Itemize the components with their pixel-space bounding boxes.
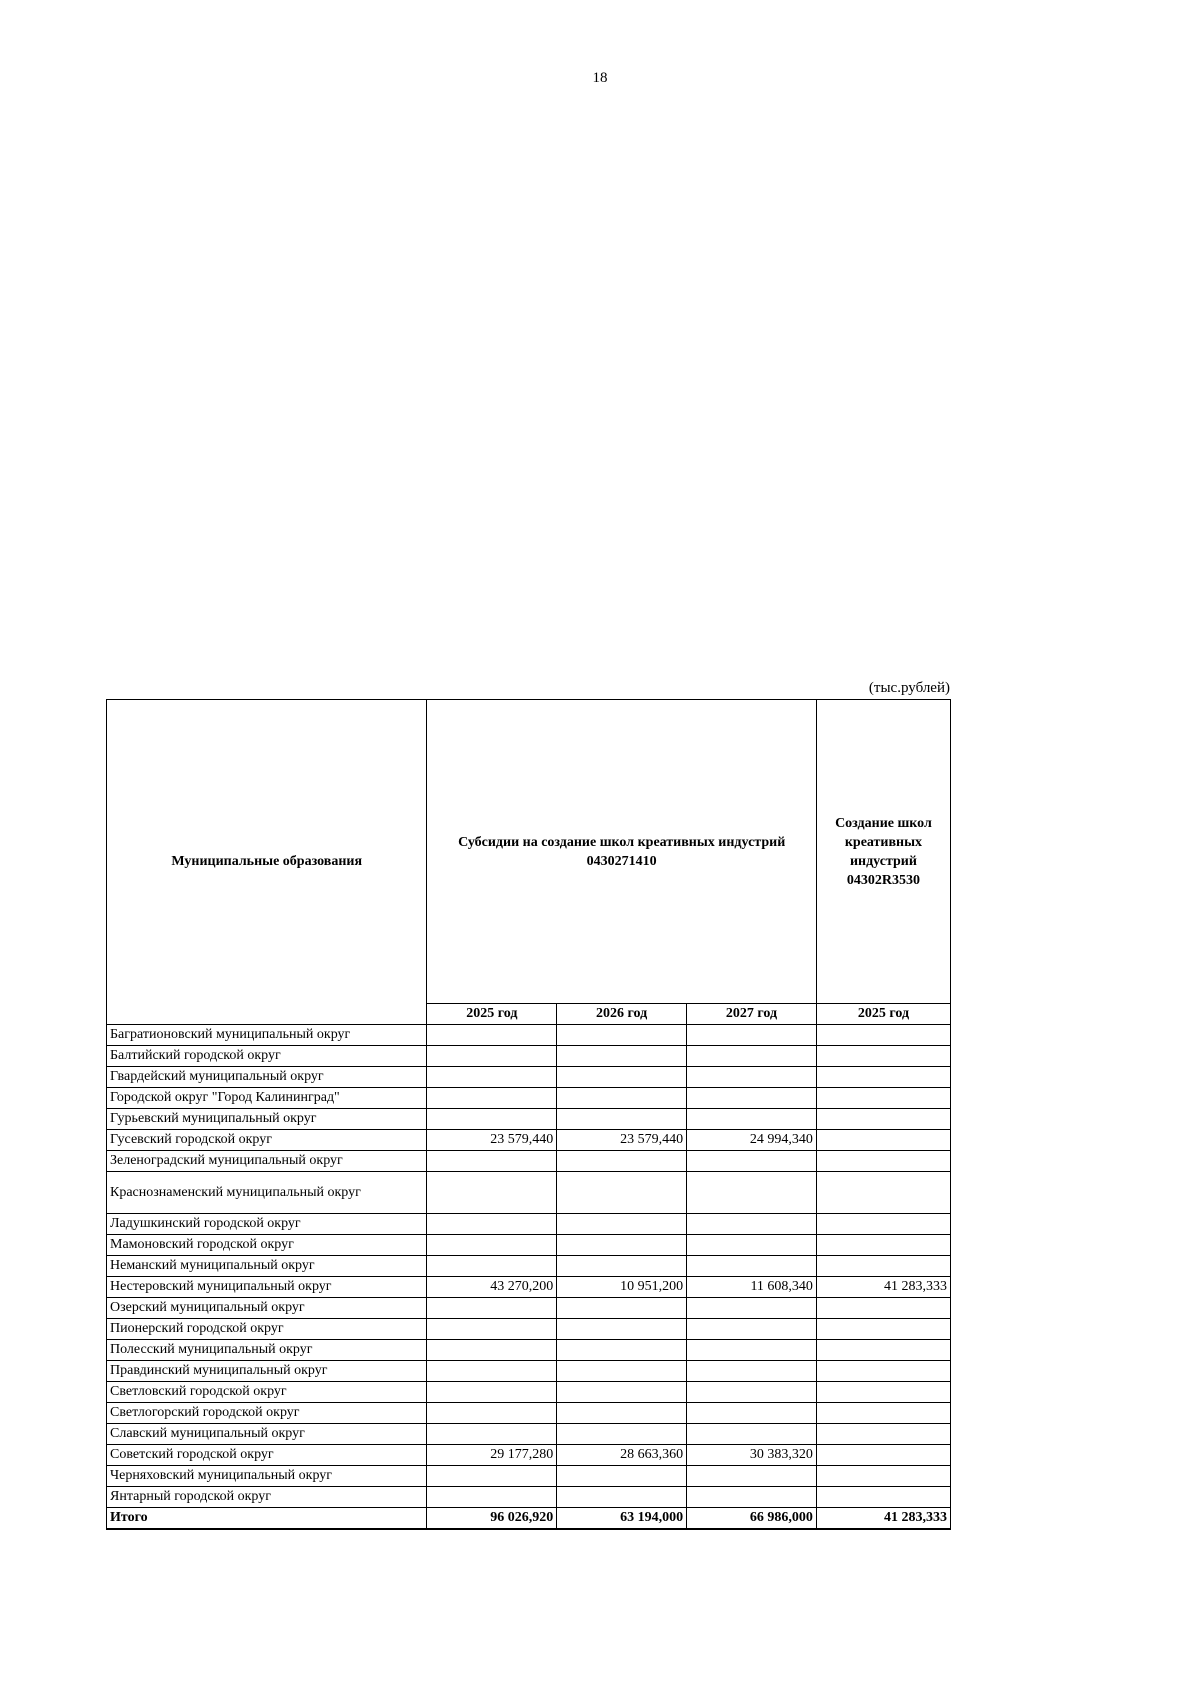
header-year-2: 2026 год — [557, 1004, 687, 1025]
value-2026-subsidy-cell — [557, 1424, 687, 1445]
municipality-name-cell: Гвардейский муниципальный округ — [107, 1067, 427, 1088]
municipality-name-cell: Славский муниципальный округ — [107, 1424, 427, 1445]
value-2026-subsidy-cell — [557, 1214, 687, 1235]
value-2026-subsidy-cell — [557, 1466, 687, 1487]
municipality-name-cell: Багратионовский муниципальный округ — [107, 1025, 427, 1046]
value-2026-subsidy-cell: 23 579,440 — [557, 1130, 687, 1151]
value-2027-subsidy-cell: 24 994,340 — [687, 1130, 817, 1151]
header-subsidy-code: 0430271410 — [586, 853, 657, 869]
table-row — [107, 1046, 951, 1067]
table-row — [107, 1235, 951, 1256]
value-2025-subsidy-cell — [427, 1319, 557, 1340]
table-row — [107, 1130, 951, 1151]
table-row — [107, 1361, 951, 1382]
value-2026-subsidy-cell — [557, 1046, 687, 1067]
value-2027-subsidy-cell: 66 986,000 — [687, 1508, 817, 1530]
table-row — [107, 1424, 951, 1445]
table-row — [107, 1466, 951, 1487]
table-row — [107, 1382, 951, 1403]
value-2026-subsidy-cell — [557, 1088, 687, 1109]
municipality-name-cell: Мамоновский городской округ — [107, 1235, 427, 1256]
municipality-name-cell: Ладушкинский городской округ — [107, 1214, 427, 1235]
value-2026-subsidy-cell — [557, 1403, 687, 1424]
page-number: 18 — [592, 70, 608, 86]
value-2025-creation-cell — [816, 1235, 950, 1256]
subsidy-table — [106, 699, 951, 1530]
value-2025-subsidy-cell: 29 177,280 — [427, 1445, 557, 1466]
value-2027-subsidy-cell — [687, 1151, 817, 1172]
value-2025-subsidy-cell: 23 579,440 — [427, 1130, 557, 1151]
table-row — [107, 1088, 951, 1109]
value-2025-subsidy-cell — [427, 1403, 557, 1424]
municipality-name-cell: Светлогорский городской округ — [107, 1403, 427, 1424]
table-row — [107, 1109, 951, 1130]
value-2025-creation-cell — [816, 1151, 950, 1172]
value-2025-creation-cell — [816, 1067, 950, 1088]
municipality-name-cell: Краснознаменский муниципальный округ — [107, 1172, 427, 1214]
value-2025-creation-cell: 41 283,333 — [816, 1508, 950, 1530]
value-2025-subsidy-cell — [427, 1151, 557, 1172]
value-2026-subsidy-cell: 63 194,000 — [557, 1508, 687, 1530]
units-label: (тыс.рублей) — [868, 680, 950, 696]
value-2025-subsidy-cell — [427, 1214, 557, 1235]
value-2026-subsidy-cell — [557, 1319, 687, 1340]
header-municipalities: Муниципальные образования — [107, 700, 427, 1025]
municipality-name-cell: Пионерский городской округ — [107, 1319, 427, 1340]
value-2027-subsidy-cell — [687, 1361, 817, 1382]
table-row — [107, 1172, 951, 1214]
table-row — [107, 1487, 951, 1508]
value-2025-creation-cell — [816, 1445, 950, 1466]
table-row — [107, 1319, 951, 1340]
value-2026-subsidy-cell — [557, 1382, 687, 1403]
table-row — [107, 1403, 951, 1424]
value-2025-creation-cell — [816, 1046, 950, 1067]
municipality-name-cell: Озерский муниципальный округ — [107, 1298, 427, 1319]
value-2025-subsidy-cell — [427, 1487, 557, 1508]
value-2027-subsidy-cell — [687, 1424, 817, 1445]
municipality-name-cell: Итого — [107, 1508, 427, 1530]
header-creation-code: 04302R3530 — [846, 872, 921, 888]
value-2027-subsidy-cell — [687, 1214, 817, 1235]
value-2025-subsidy-cell — [427, 1256, 557, 1277]
municipality-name-cell: Нестеровский муниципальный округ — [107, 1277, 427, 1298]
municipality-name-cell: Гурьевский муниципальный округ — [107, 1109, 427, 1130]
value-2025-subsidy-cell — [427, 1067, 557, 1088]
value-2027-subsidy-cell — [687, 1046, 817, 1067]
value-2026-subsidy-cell — [557, 1025, 687, 1046]
value-2026-subsidy-cell — [557, 1151, 687, 1172]
header-creation-title: Создание школ креативных индустрий — [835, 815, 932, 869]
municipality-name-cell: Городской округ "Город Калининград" — [107, 1088, 427, 1109]
value-2026-subsidy-cell — [557, 1256, 687, 1277]
value-2026-subsidy-cell — [557, 1298, 687, 1319]
total-row — [107, 1508, 951, 1530]
value-2025-creation-cell — [816, 1088, 950, 1109]
table-row — [107, 1067, 951, 1088]
value-2025-creation-cell — [816, 1487, 950, 1508]
value-2027-subsidy-cell — [687, 1025, 817, 1046]
value-2027-subsidy-cell — [687, 1319, 817, 1340]
value-2025-creation-cell — [816, 1172, 950, 1214]
value-2027-subsidy-cell — [687, 1235, 817, 1256]
value-2025-subsidy-cell — [427, 1025, 557, 1046]
value-2025-creation-cell — [816, 1403, 950, 1424]
header-creation-group — [816, 700, 950, 1004]
value-2025-creation-cell — [816, 1424, 950, 1445]
value-2027-subsidy-cell — [687, 1340, 817, 1361]
value-2026-subsidy-cell — [557, 1235, 687, 1256]
table-row — [107, 1025, 951, 1046]
value-2025-creation-cell — [816, 1130, 950, 1151]
value-2026-subsidy-cell: 28 663,360 — [557, 1445, 687, 1466]
value-2025-subsidy-cell: 43 270,200 — [427, 1277, 557, 1298]
value-2025-creation-cell — [816, 1256, 950, 1277]
value-2025-subsidy-cell — [427, 1298, 557, 1319]
municipality-name-cell: Советский городской округ — [107, 1445, 427, 1466]
value-2027-subsidy-cell — [687, 1256, 817, 1277]
value-2025-subsidy-cell — [427, 1361, 557, 1382]
table-row — [107, 1340, 951, 1361]
value-2027-subsidy-cell — [687, 1403, 817, 1424]
header-subsidy-group — [427, 700, 817, 1004]
value-2025-creation-cell — [816, 1214, 950, 1235]
value-2025-subsidy-cell: 96 026,920 — [427, 1508, 557, 1530]
municipality-name-cell: Светловский городской округ — [107, 1382, 427, 1403]
header-year-4: 2025 год — [816, 1004, 950, 1025]
municipality-name-cell: Янтарный городской округ — [107, 1487, 427, 1508]
value-2025-creation-cell — [816, 1109, 950, 1130]
table-row — [107, 1298, 951, 1319]
value-2025-subsidy-cell — [427, 1046, 557, 1067]
value-2027-subsidy-cell — [687, 1067, 817, 1088]
table-row — [107, 1214, 951, 1235]
header-year-1: 2025 год — [427, 1004, 557, 1025]
value-2027-subsidy-cell: 30 383,320 — [687, 1445, 817, 1466]
value-2026-subsidy-cell — [557, 1340, 687, 1361]
value-2025-subsidy-cell — [427, 1088, 557, 1109]
value-2025-creation-cell — [816, 1466, 950, 1487]
value-2025-creation-cell — [816, 1298, 950, 1319]
value-2025-subsidy-cell — [427, 1424, 557, 1445]
table-row — [107, 1445, 951, 1466]
value-2025-subsidy-cell — [427, 1466, 557, 1487]
value-2025-creation-cell — [816, 1361, 950, 1382]
table-body — [107, 1025, 951, 1530]
municipality-name-cell: Зеленоградский муниципальный округ — [107, 1151, 427, 1172]
value-2025-creation-cell: 41 283,333 — [816, 1277, 950, 1298]
value-2026-subsidy-cell — [557, 1487, 687, 1508]
value-2027-subsidy-cell — [687, 1466, 817, 1487]
value-2027-subsidy-cell — [687, 1382, 817, 1403]
value-2026-subsidy-cell — [557, 1361, 687, 1382]
value-2027-subsidy-cell — [687, 1109, 817, 1130]
table-row — [107, 1151, 951, 1172]
table-row — [107, 1256, 951, 1277]
value-2027-subsidy-cell — [687, 1172, 817, 1214]
header-year-3: 2027 год — [687, 1004, 817, 1025]
table-row — [107, 1277, 951, 1298]
municipality-name-cell: Балтийский городской округ — [107, 1046, 427, 1067]
municipality-name-cell: Полесский муниципальный округ — [107, 1340, 427, 1361]
value-2025-subsidy-cell — [427, 1340, 557, 1361]
municipality-name-cell: Гусевский городской округ — [107, 1130, 427, 1151]
header-subsidy-title: Субсидии на создание школ креативных индустрий — [458, 834, 786, 850]
value-2027-subsidy-cell — [687, 1298, 817, 1319]
value-2026-subsidy-cell — [557, 1067, 687, 1088]
value-2027-subsidy-cell: 11 608,340 — [687, 1277, 817, 1298]
value-2025-subsidy-cell — [427, 1109, 557, 1130]
value-2025-subsidy-cell — [427, 1235, 557, 1256]
value-2026-subsidy-cell: 10 951,200 — [557, 1277, 687, 1298]
value-2027-subsidy-cell — [687, 1088, 817, 1109]
municipality-name-cell: Правдинский муниципальный округ — [107, 1361, 427, 1382]
value-2025-creation-cell — [816, 1340, 950, 1361]
value-2025-creation-cell — [816, 1382, 950, 1403]
value-2025-creation-cell — [816, 1025, 950, 1046]
value-2027-subsidy-cell — [687, 1487, 817, 1508]
value-2026-subsidy-cell — [557, 1109, 687, 1130]
municipality-name-cell: Черняховский муниципальный округ — [107, 1466, 427, 1487]
value-2026-subsidy-cell — [557, 1172, 687, 1214]
value-2025-creation-cell — [816, 1319, 950, 1340]
municipality-name-cell: Неманский муниципальный округ — [107, 1256, 427, 1277]
value-2025-subsidy-cell — [427, 1172, 557, 1214]
value-2025-subsidy-cell — [427, 1382, 557, 1403]
